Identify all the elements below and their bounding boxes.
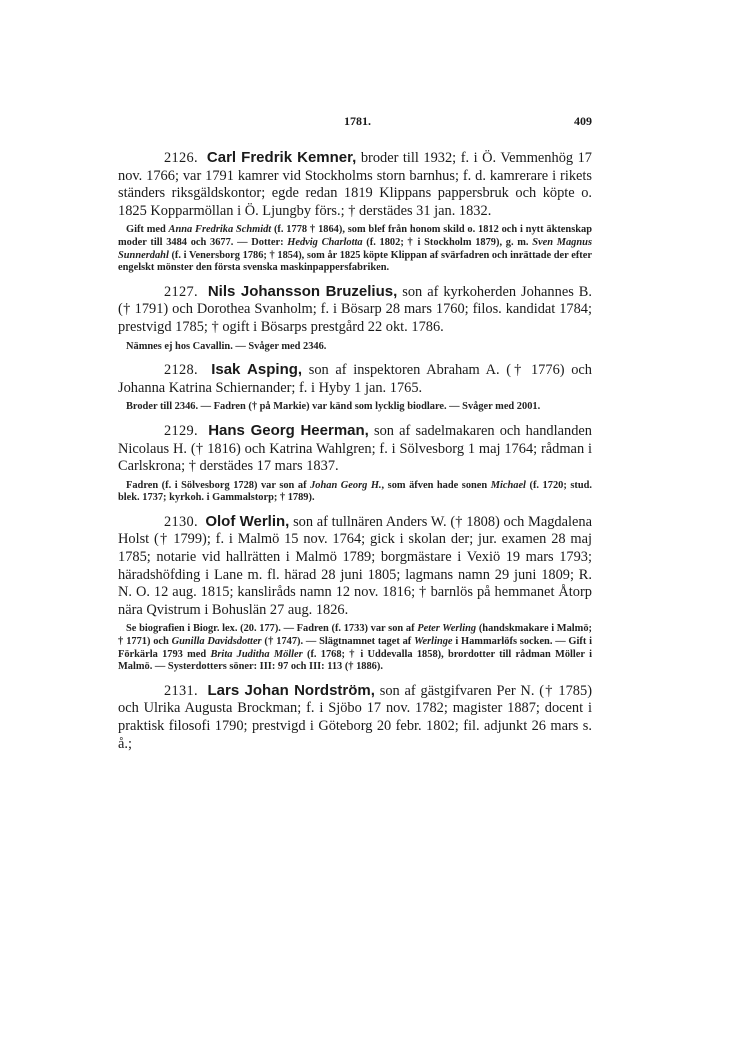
note-place: Werlinge [414,636,453,648]
note-person: Michael [490,479,526,491]
entry-note [118,224,592,274]
page-number: 409 [574,114,592,128]
entry-2127 [118,283,592,353]
note-person: Hedvig Charlotta [287,236,363,248]
entry-number: 2126. [164,150,198,166]
person-name: Olof Werlin, [205,512,290,530]
note-text: , som äfven hade sonen [381,479,491,491]
entry-number: 2131. [164,682,198,699]
entry-note [118,480,592,505]
entry-body: son af sadelmakaren och handlanden Nicolaus H. († 1816) och Katrina Wahlgren; f. i Sölvesborg 1 maj 1764; rådman i Carlskrona; † derstädes 17 mars 1837. [118,422,592,475]
entry-body: son af tullnären Anders W. († 1808) och Magdalena Holst († 1799); f. i Malmö 15 nov. 1764; gick i skolan der; jur. examen 28 maj 1785; notarie vid hallrätten i Malmö 1789; borgmästare i Vexiö 19 mars 1793; häradshöfding i Lane m. fl. härad 28 juni 1805; lagmans namn 29 juni 1809; R. N. O. 12 aug. 1815; kansliråds namn 12 nov. 1816; † barnlös på hemmanet Åtorp nära Qvistrum i Bohuslän 27 aug. 1826. [118,513,592,618]
note-person: Anna Fredrika Schmidt [168,224,272,236]
entry-number: 2128. [164,362,198,379]
entry-text [118,513,592,620]
entry-2128 [118,361,592,414]
note-text: (handskmakare i Malmö; † 1771) och [118,623,592,648]
book-page [118,112,592,753]
entry-note: Broder till 2346. — Fadren († på Markie) var känd som lycklig biodlare. — Svåger med 2001. [126,401,541,413]
note-text: i Hammarlöfs socken. — Gift i Förkärla 1793 med [118,636,592,660]
note-text: (f. 1802; † i Stockholm 1879), g. m. [362,236,533,248]
note-text: (f. 1720; stud. blek. 1737; kyrkoh. i Gammalstorp; † 1789). [118,479,592,504]
entry-note [118,623,592,673]
entry-number: 2129. [164,422,198,439]
entry-note: Nämnes ej hos Cavallin. — Svåger med 2346. [126,340,327,352]
entry-body: son af gästgifvaren Per N. († 1785) och Ulrika Augusta Brockman; f. i Sjöbo 17 nov. 1782; magister 1887; docent i praktisk filosofi 1790; prestvigd i Göteborg 20 febr. 1802; fil. adjunkt 26 mars s. å.; [118,682,592,752]
note-text: Se biografien i Biogr. lex. (20. 177). — Fadren (f. 1733) var son af [126,623,418,635]
note-person: Brita Juditha Möller [210,648,303,660]
entry-text [118,149,592,220]
note-text: († 1747). — Slägtnamnet taget af [261,636,415,648]
note-person: Johan Georg H. [310,479,382,491]
person-name: Lars Johan Nordström, [207,681,375,699]
person-name: Nils Johansson Bruzelius, [207,282,398,300]
note-text: (f. 1778 † 1864), som blef från honom skild o. 1812 och i nytt äktenskap moder till 3484 och 3677. — Dotter: [118,224,592,248]
entry-2126 [118,149,592,275]
person-name: Isak Asping, [211,361,303,379]
running-year: 1781. [344,114,371,128]
entry-number: 2130. [164,513,198,530]
note-text: (f. 1768; † i Uddevalla 1858), brordotter till rådman Möller i Malmö. — Systerdotters söner: III: 97 och III: 113 († 1886). [118,648,593,673]
page-header [118,112,592,134]
note-person: Sven Magnus Sunnerdahl [118,236,592,261]
entry-text [118,361,592,397]
entry-text [118,682,592,753]
entry-body: broder till 1932; f. i Ö. Vemmenhög 17 nov. 1766; var 1791 kamrer vid Stockholms storn barnhus; f. d. kamrerare i rikets ständers riksgäldskontor; egde redan 1819 Klippans pappersbruk och köpte o. 1825 Kopparmöllan i Ö. Ljungby förs.; † derstädes 31 jan. 1832. [118,150,592,219]
entry-2131 [118,682,592,753]
person-name: Carl Fredrik Kemner, [206,149,357,166]
entry-2129 [118,422,592,505]
entry-body: son af inspektoren Abraham A. († 1776) och Johanna Katrina Schiernander; f. i Hyby 1 jan. 1765. [118,362,592,396]
person-name: Hans Georg Heerman, [208,421,369,439]
entry-text [118,422,592,476]
note-text: Gift med [126,224,169,236]
note-person: Peter Werling [417,623,477,635]
note-person: Gunilla Davidsdotter [171,636,262,648]
entry-2130 [118,513,592,674]
entry-number: 2127. [164,283,198,300]
note-text: (f. i Venersborg 1786; † 1854), som år 1825 köpte Klippan af svärfadren och inrättade der efter engelskt mönster den första svenska maskinpappersfabriken. [118,249,592,274]
note-text: Fadren (f. i Sölvesborg 1728) var son af [126,479,311,491]
entry-text [118,283,592,337]
entry-body: son af kyrkoherden Johannes B. († 1791) och Dorothea Svanholm; f. i Bösarp 28 mars 1760; filos. kandidat 1784; prestvigd 1785; † ogift i Bösarps prestgård 22 okt. 1786. [118,283,592,335]
